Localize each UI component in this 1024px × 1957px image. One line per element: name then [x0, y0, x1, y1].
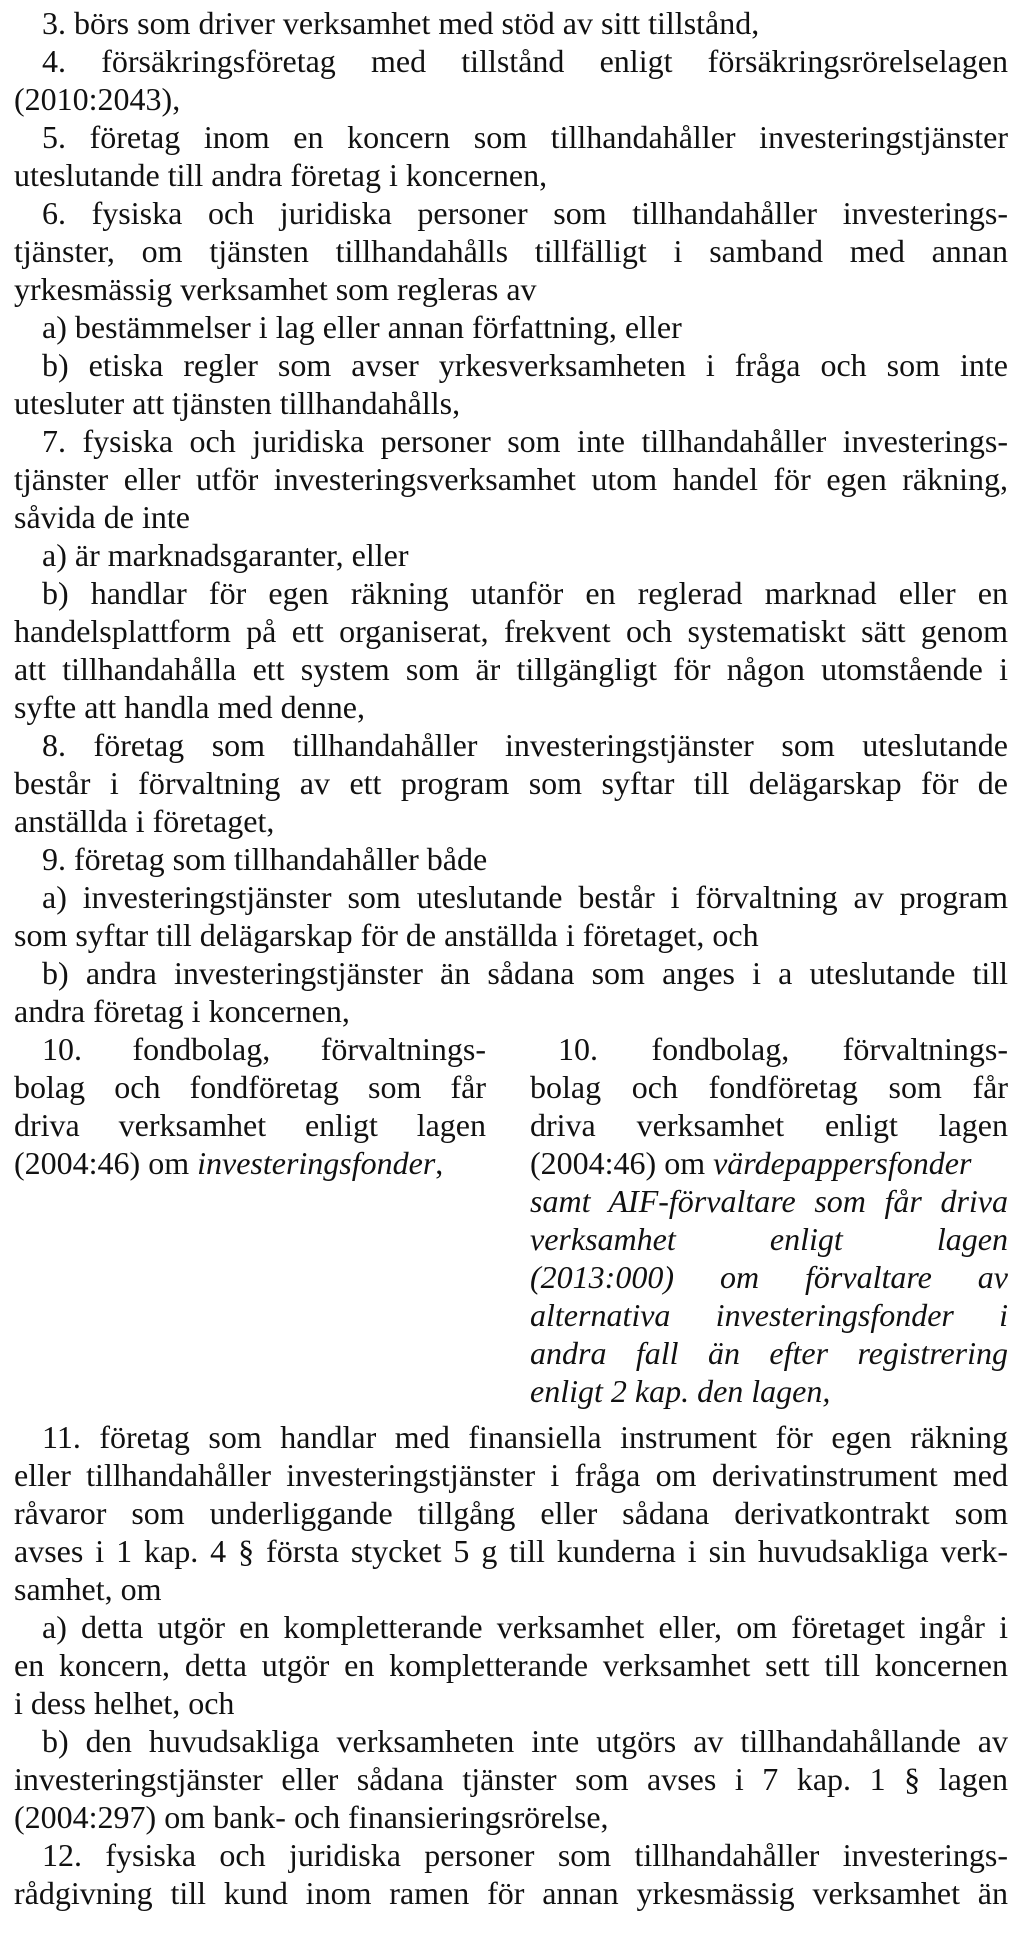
right-col-line: samt AIF-förvaltare som får driva	[530, 1183, 1008, 1219]
left-col-line: bolag och fondföretag som får	[14, 1069, 486, 1105]
text-line: a) bestämmelser i lag eller annan författning, eller	[42, 309, 682, 345]
right-col-line: 10. fondbolag, förvaltnings-	[558, 1031, 1008, 1067]
text-line: yrkesmässig verksamhet som regleras av	[14, 271, 537, 307]
text-line: uteslutande till andra företag i koncernen,	[14, 157, 548, 193]
text-line: (2004:297) om bank- och finansieringsrörelse,	[14, 1799, 609, 1835]
text-line: tjänster, om tjänsten tillhandahålls tillfälligt i samband med annan	[14, 233, 1008, 269]
comparison-left-column	[14, 1030, 486, 1181]
text-line: 12. fysiska och juridiska personer som tillhandahåller investerings-	[42, 1837, 1008, 1873]
text-line: anställda i företaget,	[14, 803, 275, 839]
right-col-line: driva verksamhet enligt lagen	[530, 1107, 1008, 1143]
text-line: tjänster eller utför investeringsverksamhet utom handel för egen räkning,	[14, 461, 1008, 497]
text-line: handelsplattform på ett organiserat, frekvent och systematiskt sätt genom	[14, 613, 1008, 649]
right-col-line: (2004:46) om värdepappersfonder	[530, 1145, 972, 1181]
text-line: (2010:2043),	[14, 81, 181, 117]
right-col-line: bolag och fondföretag som får	[530, 1069, 1008, 1105]
text-line: 5. företag inom en koncern som tillhandahåller investeringstjänster	[42, 119, 1008, 155]
text-line: i dess helhet, och	[14, 1685, 235, 1721]
text-line: som syftar till delägarskap för de anställda i företaget, och	[14, 917, 759, 953]
right-col-line: verksamhet enligt lagen	[530, 1221, 1008, 1257]
text-line: investeringstjänster eller sådana tjänster som avses i 7 kap. 1 § lagen	[14, 1761, 1008, 1797]
text-line: eller tillhandahåller investeringstjänster i fråga om derivatinstrument med	[14, 1457, 1008, 1493]
text-line: rådgivning till kund inom ramen för annan yrkesmässig verksamhet än	[14, 1875, 1008, 1911]
text-line: samhet, om	[14, 1571, 162, 1607]
left-col-line: 10. fondbolag, förvaltnings-	[42, 1031, 486, 1067]
text-line: b) andra investeringstjänster än sådana som anges i a uteslutande till	[42, 955, 1008, 991]
text-line: att tillhandahålla ett system som är tillgängligt för någon utomstående i	[14, 651, 1008, 687]
text-line: a) investeringstjänster som uteslutande består i förvaltning av program	[42, 879, 1008, 915]
text-line: en koncern, detta utgör en kompletterande verksamhet sett till koncernen	[14, 1647, 1008, 1683]
text-line: andra företag i koncernen,	[14, 993, 350, 1029]
right-col-line: alternativa investeringsfonder i	[530, 1297, 1008, 1333]
text-line: syfte att handla med denne,	[14, 689, 365, 725]
text-line: 11. företag som handlar med finansiella instrument för egen räkning	[42, 1419, 1008, 1455]
right-col-line: (2013:000) om förvaltare av	[530, 1259, 1008, 1295]
text-line: utesluter att tjänsten tillhandahålls,	[14, 385, 461, 421]
text-line: 6. fysiska och juridiska personer som tillhandahåller investerings-	[42, 195, 1008, 231]
text-line: 9. företag som tillhandahåller både	[42, 841, 488, 877]
text-line: a) är marknadsgaranter, eller	[42, 537, 409, 573]
text-line: b) handlar för egen räkning utanför en reglerad marknad eller en	[42, 575, 1008, 611]
left-col-line-last: (2004:46) om investeringsfonder,	[14, 1145, 444, 1181]
comparison-right-column	[530, 1030, 1008, 1448]
text-line: a) detta utgör en kompletterande verksamhet eller, om företaget ingår i	[42, 1609, 1008, 1645]
text-line: avses i 1 kap. 4 § första stycket 5 g till kunderna i sin huvudsakliga verk-	[14, 1533, 1008, 1569]
left-col-line: driva verksamhet enligt lagen	[14, 1107, 486, 1143]
text-line: består i förvaltning av ett program som syftar till delägarskap för de	[14, 765, 1008, 801]
text-line: b) etiska regler som avser yrkesverksamheten i fråga och som inte	[42, 347, 1008, 383]
text-line: 3. börs som driver verksamhet med stöd av sitt tillstånd,	[42, 5, 760, 41]
text-line: b) den huvudsakliga verksamheten inte utgörs av tillhandahållande av	[42, 1723, 1008, 1759]
text-line: 8. företag som tillhandahåller investeringstjänster som uteslutande	[42, 727, 1008, 763]
text-line: 7. fysiska och juridiska personer som inte tillhandahåller investerings-	[42, 423, 1008, 459]
right-col-line: andra fall än efter registrering	[530, 1335, 1008, 1371]
text-line: 4. försäkringsföretag med tillstånd enligt försäkringsrörelselagen	[42, 43, 1008, 79]
right-col-line: enligt 2 kap. den lagen,	[530, 1373, 831, 1409]
text-line: råvaror som underliggande tillgång eller sådana derivatkontrakt som	[14, 1495, 1008, 1531]
text-line: såvida de inte	[14, 499, 190, 535]
